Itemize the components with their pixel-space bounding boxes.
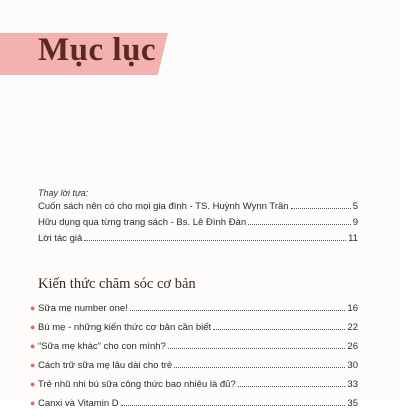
dot-leader [248,224,351,225]
dot-leader [121,405,346,406]
dot-leader [84,240,346,241]
toc-entry-page: 22 [347,322,358,333]
bullet-icon: ● [30,379,36,389]
toc-entry-label: Hữu dụng qua từng trang sách - Bs. Lê Đình Đàn [38,217,247,228]
toc-entry[interactable] [38,360,358,373]
toc-entry-label: Cách trữ sữa mẹ lâu dài cho trẻ [38,360,173,371]
toc-entry-page: 11 [348,233,358,244]
basics-section [30,276,358,417]
bullet-icon: ● [30,341,36,351]
toc-entry-page: 26 [347,341,358,352]
toc-entry-label: Bú mẹ - những kiến thức cơ bản cần biết [38,322,212,333]
toc-entry[interactable] [38,322,358,335]
toc-entry-label: Cuốn sách nên có cho mọi gia đình - TS. Huỳnh Wynn Trần [38,201,289,212]
preface-label: Thay lời tựa: [38,188,89,198]
page-title: Mục lục [38,32,157,68]
dot-leader [238,386,346,387]
dot-leader [291,208,351,209]
toc-list-item[interactable] [30,303,358,316]
section-heading: Kiến thức chăm sóc cơ bản [38,276,196,292]
toc-entry[interactable] [38,201,358,214]
toc-list-item[interactable] [30,398,358,411]
toc-entry[interactable] [38,341,358,354]
toc-entry-page: 33 [347,379,358,390]
toc-entry-page: 35 [347,398,358,409]
toc-list-item[interactable] [30,379,358,392]
toc-entry-label: Lời tác giả [38,233,83,244]
toc-entry-page: 5 [352,201,358,212]
toc-entry[interactable] [38,379,358,392]
dot-leader [130,310,346,311]
toc-entry[interactable] [38,217,358,230]
toc-entry[interactable] [38,233,358,246]
toc-entry[interactable] [38,303,358,316]
toc-entry-label: “Sữa mẹ khác” cho con mình? [38,341,166,352]
toc-entry-page: 30 [347,360,358,371]
bullet-icon: ● [30,360,36,370]
toc-entry-page: 16 [347,303,358,314]
toc-entry-label: Canxi và Vitamin D [38,398,119,409]
toc-list-item[interactable] [30,322,358,335]
toc-entry-label: Trẻ nhũ nhi bú sữa công thức bao nhiêu là đủ? [38,379,236,390]
toc-entry-label: Sữa mẹ number one! [38,303,128,314]
toc-list-item[interactable] [30,360,358,373]
bullet-icon: ● [30,398,36,408]
dot-leader [168,348,346,349]
dot-leader [213,329,345,330]
bullet-icon: ● [30,322,36,332]
toc-list-item[interactable] [30,341,358,354]
toc-entry-page: 9 [352,217,358,228]
toc-entry[interactable] [38,398,358,411]
bullet-icon: ● [30,303,36,313]
preface-section [38,188,358,249]
dot-leader [174,367,345,368]
